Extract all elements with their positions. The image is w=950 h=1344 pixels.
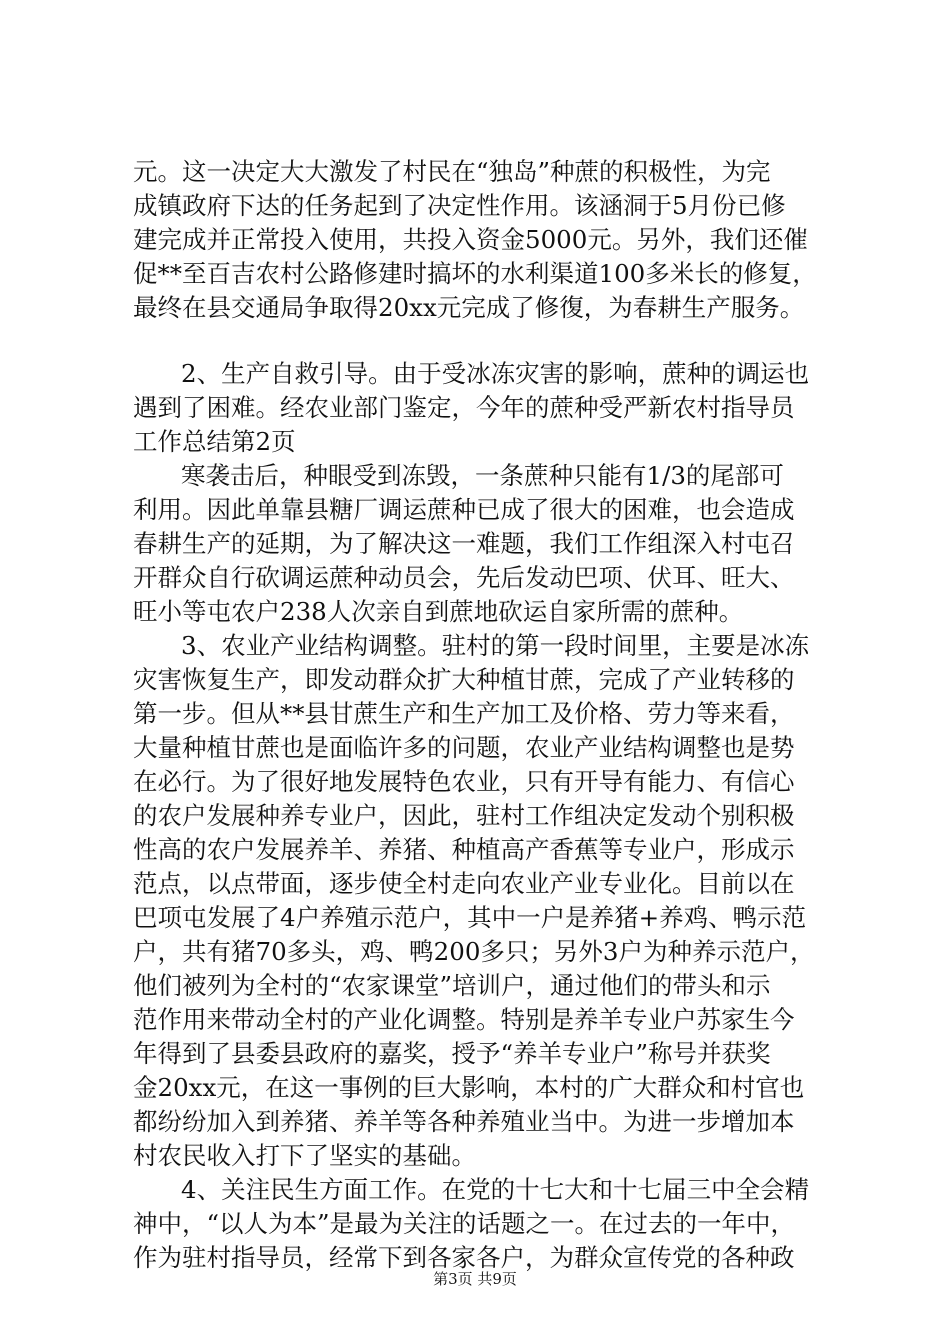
- text-line: 建完成并正常投入使用，共投入资金5000元。另外，我们还催: [133, 225, 808, 254]
- text-line: 在必行。为了很好地发展特色农业，只有开导有能力、有信心: [133, 767, 795, 796]
- text-line: 村农民收入打下了坚实的基础。: [133, 1141, 476, 1170]
- text-line: 3、农业产业结构调整。驻村的第一段时间里，主要是冰冻: [181, 631, 810, 660]
- text-line: 大量种植甘蔗也是面临许多的问题，农业产业结构调整也是势: [133, 733, 795, 762]
- text-line: 的农户发展种养专业户，因此，驻村工作组决定发动个别积极: [133, 801, 795, 830]
- text-line: 最终在县交通局争取得20xx元完成了修復，为春耕生产服务。: [133, 293, 805, 322]
- text-line: 4、关注民生方面工作。在党的十七大和十七届三中全会精: [181, 1175, 810, 1204]
- text-line: 灾害恢复生产，即发动群众扩大种植甘蔗，完成了产业转移的: [133, 665, 795, 694]
- text-line: 工作总结第2页: [133, 427, 296, 456]
- text-line: 范点，以点带面，逐步使全村走向农业产业专业化。目前以在: [133, 869, 795, 898]
- text-line: 范作用来带动全村的产业化调整。特别是养羊专业户苏家生今: [133, 1005, 795, 1034]
- text-line: 开群众自行砍调运蔗种动员会，先后发动巴项、伏耳、旺大、: [133, 563, 795, 592]
- page-footer: 第3页 共9页: [433, 1270, 517, 1288]
- text-line: 元。这一决定大大激发了村民在“独岛”种蔗的积极性，为完: [133, 157, 771, 186]
- text-line: 2、生产自救引导。由于受冰冻灾害的影响，蔗种的调运也: [181, 359, 810, 388]
- text-line: 春耕生产的延期，为了解决这一难题，我们工作组深入村屯召: [133, 529, 795, 558]
- text-line: 遇到了困难。经农业部门鉴定，今年的蔗种受严新农村指导员: [133, 393, 795, 422]
- text-line: 户，共有猪70多头，鸡、鸭200多只；另外3户为种养示范户，: [133, 937, 815, 966]
- text-line: 巴项屯发展了4户养殖示范户，其中一户是养猪+养鸡、鸭示范: [133, 903, 807, 932]
- text-line: 成镇政府下达的任务起到了决定性作用。该涵洞于5月份已修: [133, 191, 786, 220]
- text-line: 第一步。但从**县甘蔗生产和生产加工及价格、劳力等来看，: [133, 699, 795, 728]
- text-line: 促**至百吉农村公路修建时搞坏的水利渠道100多米长的修复，: [133, 259, 817, 288]
- text-line: 性高的农户发展养羊、养猪、种植高产香蕉等专业户，形成示: [133, 835, 795, 864]
- text-line: 作为驻村指导员，经常下到各家各户，为群众宣传党的各种政: [133, 1243, 795, 1272]
- text-line: 旺小等屯农户238人次亲自到蔗地砍运自家所需的蔗种。: [133, 597, 744, 626]
- text-line: 他们被列为全村的“农家课堂”培训户，通过他们的带头和示: [133, 971, 771, 1000]
- text-line: 金20xx元，在这一事例的巨大影响，本村的广大群众和村官也: [133, 1073, 805, 1102]
- text-line: 利用。因此单靠县糖厂调运蔗种已成了很大的困难，也会造成: [133, 495, 795, 524]
- text-line: 都纷纷加入到养猪、养羊等各种养殖业当中。为进一步增加本: [133, 1107, 795, 1136]
- text-line: 寒袭击后，种眼受到冻毁，一条蔗种只能有1/3的尾部可: [181, 461, 784, 490]
- text-line: 神中，“以人为本”是最为关注的话题之一。在过去的一年中，: [133, 1209, 796, 1238]
- text-line: 年得到了县委县政府的嘉奖，授予“养羊专业户”称号并获奖: [133, 1039, 771, 1068]
